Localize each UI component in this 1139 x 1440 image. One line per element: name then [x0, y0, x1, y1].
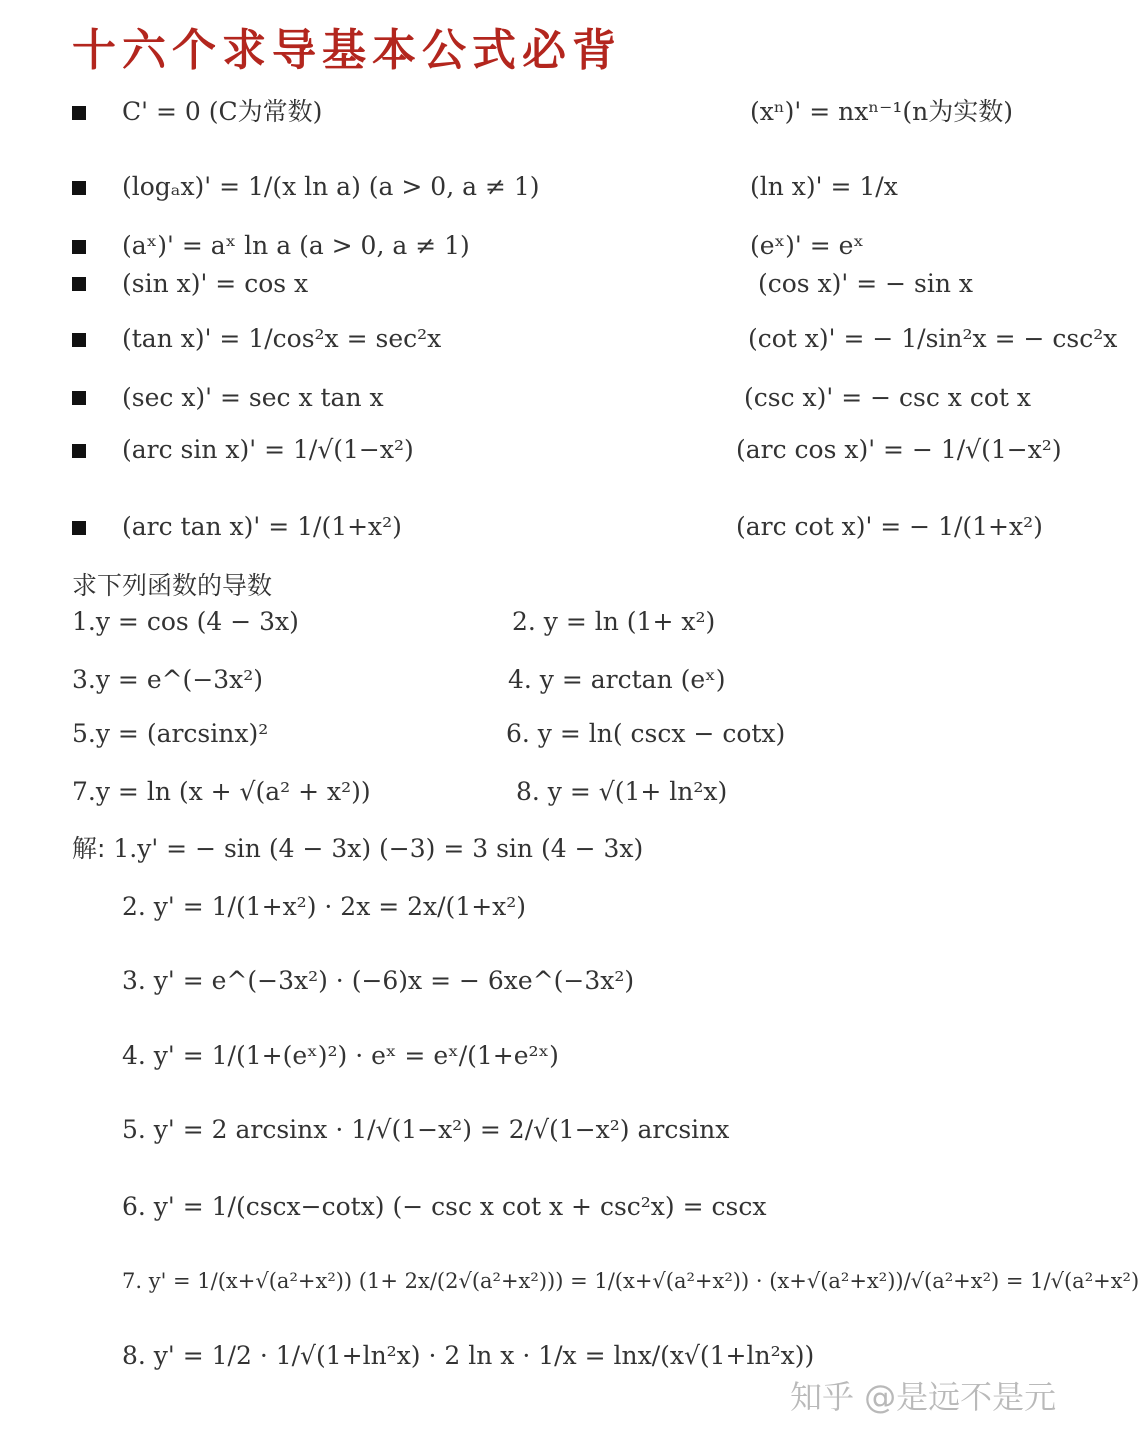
- formula-text: (arc tan x)' = 1/(1+x²): [122, 512, 402, 541]
- bullet: [72, 444, 86, 458]
- problem-6: 6. y = ln( cscx − cotx): [506, 719, 786, 748]
- formula-text: (logₐx)' = 1/(x ln a) (a > 0, a ≠ 1): [122, 172, 540, 201]
- formula-right-4: [758, 270, 973, 298]
- bullet: [72, 181, 86, 195]
- formula-text: (arc cos x)' = − 1/√(1−x²): [736, 435, 1062, 464]
- solution-text: 1.y' = − sin (4 − 3x) (−3) = 3 sin (4 − 3x): [113, 834, 644, 863]
- bullet: [72, 521, 86, 535]
- formula-text: (cot x)' = − 1/sin²x = − csc²x: [748, 324, 1118, 353]
- formula-left-3: [122, 232, 470, 260]
- formula-text: (arc sin x)' = 1/√(1−x²): [122, 435, 414, 464]
- problem-1: 1.y = cos (4 − 3x): [72, 607, 299, 636]
- solution-6: 6. y' = 1/(cscx−cotx) (− csc x cot x + csc²x) = cscx: [122, 1192, 767, 1221]
- problem-5: 5.y = (arcsinx)²: [72, 719, 269, 748]
- formula-left-4: [122, 270, 308, 298]
- solution-3: 3. y' = e^(−3x²) · (−6)x = − 6xe^(−3x²): [122, 966, 635, 995]
- formula-right-6: [744, 384, 1031, 412]
- formula-right-8: [736, 513, 1043, 541]
- formula-right-5: [748, 325, 1117, 353]
- formula-text: (csc x)' = − csc x cot x: [744, 383, 1031, 412]
- formula-left-6: [122, 384, 384, 412]
- solution-label: 解:: [72, 834, 106, 863]
- formula-text: (cos x)' = − sin x: [758, 269, 974, 298]
- watermark: 知乎 @是远不是元: [790, 1378, 1057, 1416]
- formula-left-8: [122, 513, 402, 541]
- formula-text: (tan x)' = 1/cos²x = sec²x: [122, 324, 442, 353]
- formula-text: C' = 0 (C为常数): [122, 97, 323, 126]
- formula-right-7: [736, 436, 1062, 464]
- problem-7: 7.y = ln (x + √(a² + x²)): [72, 777, 371, 806]
- solution-4: 4. y' = 1/(1+(eˣ)²) · eˣ = eˣ/(1+e²ˣ): [122, 1041, 559, 1070]
- formula-left-7: [122, 436, 414, 464]
- problem-8: 8. y = √(1+ ln²x): [516, 777, 728, 806]
- problem-3: 3.y = e^(−3x²): [72, 665, 264, 694]
- formula-text: (sin x)' = cos x: [122, 269, 309, 298]
- solution-2: 2. y' = 1/(1+x²) · 2x = 2x/(1+x²): [122, 892, 527, 921]
- formula-right-3: [750, 232, 864, 260]
- page-title: 十六个求导基本公式必背: [72, 25, 622, 76]
- problem-2: 2. y = ln (1+ x²): [512, 607, 716, 636]
- bullet: [72, 277, 86, 291]
- formula-right-1: [750, 98, 1013, 126]
- formula-text: (arc cot x)' = − 1/(1+x²): [736, 512, 1043, 541]
- bullet: [72, 106, 86, 120]
- formula-text: (aˣ)' = aˣ ln a (a > 0, a ≠ 1): [122, 231, 470, 260]
- section-heading: 求下列函数的导数: [72, 571, 273, 600]
- solution-1: [72, 835, 643, 863]
- solution-8: 8. y' = 1/2 · 1/√(1+ln²x) · 2 ln x · 1/x = lnx/(x√(1+ln²x)): [122, 1341, 815, 1370]
- bullet: [72, 391, 86, 405]
- formula-left-5: [122, 325, 441, 353]
- formula-left-1: [122, 98, 322, 126]
- formula-text: (sec x)' = sec x tan x: [122, 383, 384, 412]
- solution-7: 7. y' = 1/(x+√(a²+x²)) (1+ 2x/(2√(a²+x²))) = 1/(x+√(a²+x²)) · (x+√(a²+x²))/√(a²+x²) = 1/√(a²+x²): [122, 1269, 1139, 1293]
- bullet: [72, 333, 86, 347]
- problem-4: 4. y = arctan (eˣ): [508, 665, 726, 694]
- formula-right-2: [750, 173, 898, 201]
- formula-text: (xⁿ)' = nxⁿ⁻¹(n为实数): [750, 97, 1013, 126]
- solution-5: 5. y' = 2 arcsinx · 1/√(1−x²) = 2/√(1−x²) arcsinx: [122, 1115, 730, 1144]
- formula-text: (eˣ)' = eˣ: [750, 231, 865, 260]
- bullet: [72, 240, 86, 254]
- formula-left-2: [122, 173, 540, 201]
- formula-text: (ln x)' = 1/x: [750, 172, 898, 201]
